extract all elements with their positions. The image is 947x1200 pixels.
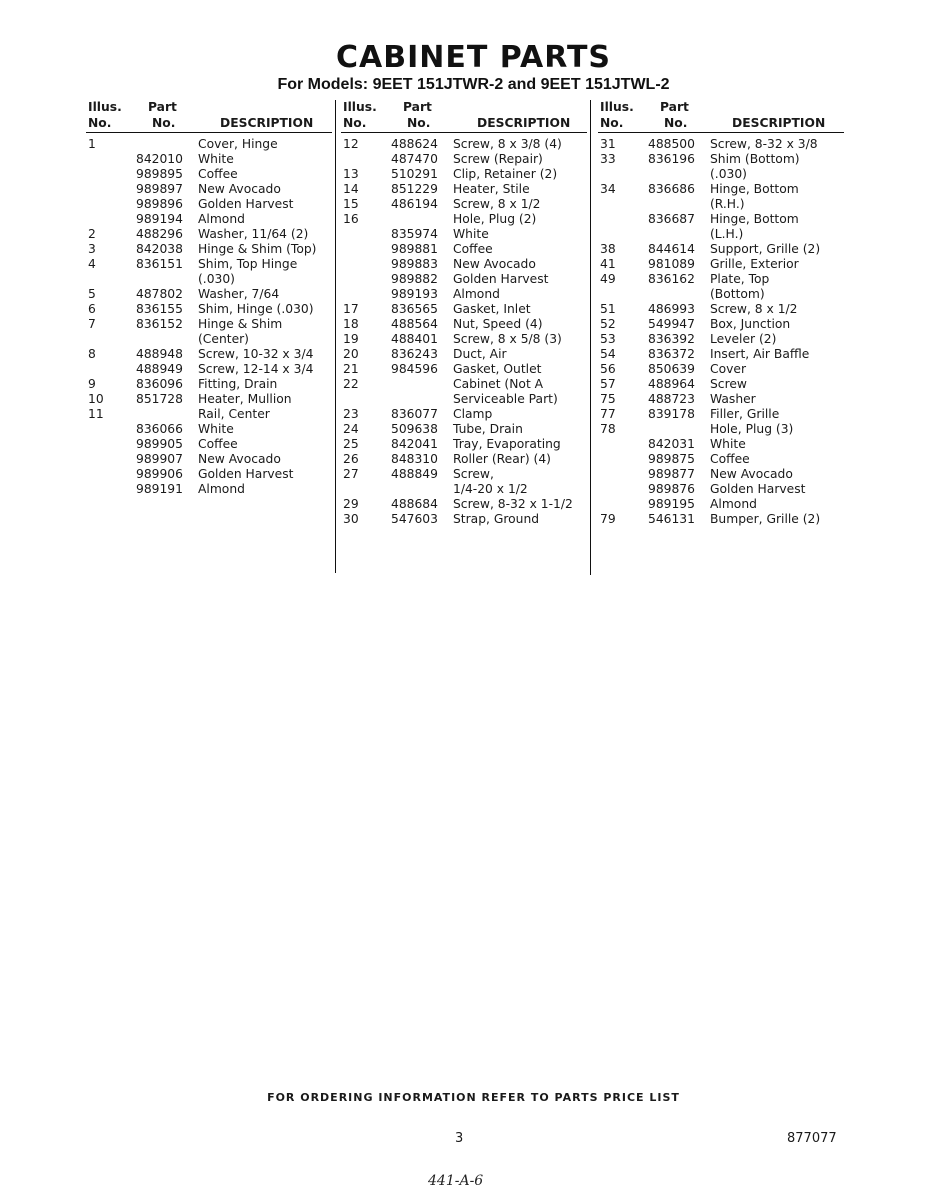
part-no: 488401 bbox=[391, 332, 438, 346]
part-no: 488684 bbox=[391, 497, 438, 511]
description: Screw, 12-14 x 3/4 bbox=[198, 362, 314, 376]
description: Strap, Ground bbox=[453, 512, 540, 526]
illus-no-header: No. bbox=[343, 116, 367, 130]
description: Shim (Bottom) bbox=[710, 152, 800, 166]
description-header: DESCRIPTION bbox=[477, 116, 571, 130]
description: Box, Junction bbox=[710, 317, 791, 331]
description: Golden Harvest bbox=[198, 467, 294, 481]
illus-no: 17 bbox=[343, 302, 359, 316]
parts-column-2 bbox=[341, 100, 587, 527]
part-no: 989193 bbox=[391, 287, 438, 301]
description: Golden Harvest bbox=[198, 197, 294, 211]
table-row bbox=[86, 362, 332, 377]
part-no: 836372 bbox=[648, 347, 695, 361]
ordering-info-footer: FOR ORDERING INFORMATION REFER TO PARTS PRICE LIST bbox=[267, 1091, 680, 1104]
table-row bbox=[341, 212, 587, 227]
description: Gasket, Outlet bbox=[453, 362, 542, 376]
part-header: Part bbox=[660, 100, 689, 114]
illus-no: 78 bbox=[600, 422, 616, 436]
part-no-header: No. bbox=[152, 116, 176, 130]
description: Tube, Drain bbox=[453, 422, 523, 436]
table-row bbox=[598, 377, 844, 392]
table-row bbox=[86, 167, 332, 182]
description: Washer bbox=[710, 392, 756, 406]
document-number: 877077 bbox=[787, 1131, 837, 1146]
description: Hinge, Bottom bbox=[710, 182, 799, 196]
part-no: 836392 bbox=[648, 332, 695, 346]
illus-no: 5 bbox=[88, 287, 96, 301]
parts-rows bbox=[341, 137, 587, 527]
illus-no: 15 bbox=[343, 197, 359, 211]
table-row bbox=[86, 377, 332, 392]
description: Support, Grille (2) bbox=[710, 242, 821, 256]
part-no: 836152 bbox=[136, 317, 183, 331]
description: 1/4-20 x 1/2 bbox=[453, 482, 528, 496]
table-row bbox=[86, 212, 332, 227]
part-no: 488949 bbox=[136, 362, 183, 376]
illus-no: 10 bbox=[88, 392, 104, 406]
part-no: 989883 bbox=[391, 257, 438, 271]
part-no: 989907 bbox=[136, 452, 183, 466]
illus-no: 11 bbox=[88, 407, 104, 421]
table-row bbox=[341, 437, 587, 452]
illus-no: 12 bbox=[343, 137, 359, 151]
illus-no: 26 bbox=[343, 452, 359, 466]
table-row bbox=[598, 497, 844, 512]
handwritten-note: 441-A-6 bbox=[428, 1173, 484, 1189]
description: Washer, 7/64 bbox=[198, 287, 280, 301]
table-row bbox=[341, 482, 587, 497]
description: Heater, Stile bbox=[453, 182, 530, 196]
description: Screw, 8 x 5/8 (3) bbox=[453, 332, 562, 346]
table-row bbox=[341, 242, 587, 257]
part-no: 836151 bbox=[136, 257, 183, 271]
table-row bbox=[341, 407, 587, 422]
description: Coffee bbox=[198, 437, 238, 451]
description: (L.H.) bbox=[710, 227, 744, 241]
part-no: 836243 bbox=[391, 347, 438, 361]
table-row bbox=[86, 332, 332, 347]
description: Screw, 8 x 1/2 bbox=[710, 302, 798, 316]
description: Screw, 8-32 x 1-1/2 bbox=[453, 497, 573, 511]
table-row bbox=[598, 317, 844, 332]
table-row bbox=[341, 377, 587, 392]
part-no: 989195 bbox=[648, 497, 695, 511]
description: (Bottom) bbox=[710, 287, 765, 301]
illus-no: 77 bbox=[600, 407, 616, 421]
part-no: 486993 bbox=[648, 302, 695, 316]
page-number: 3 bbox=[455, 1131, 464, 1146]
illus-no: 29 bbox=[343, 497, 359, 511]
part-header: Part bbox=[403, 100, 432, 114]
part-no: 836196 bbox=[648, 152, 695, 166]
description: Duct, Air bbox=[453, 347, 507, 361]
table-row bbox=[86, 392, 332, 407]
illus-no: 1 bbox=[88, 137, 96, 151]
illus-no: 6 bbox=[88, 302, 96, 316]
part-no: 549947 bbox=[648, 317, 695, 331]
illus-no: 57 bbox=[600, 377, 616, 391]
description: Screw (Repair) bbox=[453, 152, 543, 166]
part-no: 989906 bbox=[136, 467, 183, 481]
table-row bbox=[341, 422, 587, 437]
parts-rows bbox=[86, 137, 332, 497]
illus-no: 30 bbox=[343, 512, 359, 526]
description: White bbox=[198, 152, 234, 166]
column-header bbox=[341, 100, 587, 132]
table-row bbox=[598, 302, 844, 317]
description-header: DESCRIPTION bbox=[220, 116, 314, 130]
table-row bbox=[598, 512, 844, 527]
part-no: 836162 bbox=[648, 272, 695, 286]
illus-no: 14 bbox=[343, 182, 359, 196]
table-row bbox=[341, 392, 587, 407]
table-row bbox=[86, 407, 332, 422]
table-row bbox=[341, 347, 587, 362]
table-row bbox=[86, 197, 332, 212]
part-no: 836565 bbox=[391, 302, 438, 316]
table-row bbox=[598, 332, 844, 347]
table-row bbox=[341, 317, 587, 332]
table-row bbox=[341, 362, 587, 377]
description: Screw, 10-32 x 3/4 bbox=[198, 347, 314, 361]
description: Cabinet (Not A bbox=[453, 377, 544, 391]
illus-no: 2 bbox=[88, 227, 96, 241]
part-no: 836096 bbox=[136, 377, 183, 391]
part-no: 839178 bbox=[648, 407, 695, 421]
table-row bbox=[598, 272, 844, 287]
description: Golden Harvest bbox=[710, 482, 806, 496]
table-row bbox=[341, 287, 587, 302]
illus-no: 38 bbox=[600, 242, 616, 256]
description: Coffee bbox=[198, 167, 238, 181]
part-no: 842041 bbox=[391, 437, 438, 451]
table-row bbox=[86, 287, 332, 302]
page-title: CABINET PARTS bbox=[335, 40, 612, 75]
part-no: 487470 bbox=[391, 152, 438, 166]
table-row bbox=[598, 152, 844, 167]
description: Coffee bbox=[710, 452, 750, 466]
illus-header: Illus. bbox=[600, 100, 634, 114]
illus-no: 79 bbox=[600, 512, 616, 526]
description: Hole, Plug (3) bbox=[710, 422, 794, 436]
description: (.030) bbox=[198, 272, 235, 286]
description: Cover, Hinge bbox=[198, 137, 278, 151]
description: Washer, 11/64 (2) bbox=[198, 227, 309, 241]
part-no: 547603 bbox=[391, 512, 438, 526]
table-row bbox=[341, 197, 587, 212]
part-no: 488564 bbox=[391, 317, 438, 331]
illus-no: 51 bbox=[600, 302, 616, 316]
table-row bbox=[86, 257, 332, 272]
description: Clamp bbox=[453, 407, 493, 421]
part-no: 488296 bbox=[136, 227, 183, 241]
part-no: 989905 bbox=[136, 437, 183, 451]
table-row bbox=[598, 362, 844, 377]
illus-no: 34 bbox=[600, 182, 616, 196]
illus-no: 22 bbox=[343, 377, 359, 391]
part-no: 836687 bbox=[648, 212, 695, 226]
description: Almond bbox=[710, 497, 757, 511]
table-row bbox=[598, 182, 844, 197]
description: White bbox=[710, 437, 746, 451]
part-no: 989896 bbox=[136, 197, 183, 211]
description: White bbox=[453, 227, 489, 241]
part-no: 851229 bbox=[391, 182, 438, 196]
illus-no: 41 bbox=[600, 257, 616, 271]
description: Leveler (2) bbox=[710, 332, 777, 346]
illus-no-header: No. bbox=[88, 116, 112, 130]
table-row bbox=[86, 152, 332, 167]
part-no: 989194 bbox=[136, 212, 183, 226]
description: Bumper, Grille (2) bbox=[710, 512, 821, 526]
table-row bbox=[598, 422, 844, 437]
description: Serviceable Part) bbox=[453, 392, 558, 406]
table-row bbox=[598, 287, 844, 302]
part-no: 842010 bbox=[136, 152, 183, 166]
table-row bbox=[341, 182, 587, 197]
illus-no: 7 bbox=[88, 317, 96, 331]
part-no: 989882 bbox=[391, 272, 438, 286]
table-row bbox=[86, 422, 332, 437]
illus-no: 4 bbox=[88, 257, 96, 271]
description: Almond bbox=[453, 287, 500, 301]
part-no: 487802 bbox=[136, 287, 183, 301]
table-row bbox=[598, 137, 844, 152]
table-row bbox=[341, 167, 587, 182]
description: Screw, 8 x 3/8 (4) bbox=[453, 137, 562, 151]
table-row bbox=[341, 512, 587, 527]
table-row bbox=[86, 482, 332, 497]
illus-header: Illus. bbox=[88, 100, 122, 114]
part-no: 836066 bbox=[136, 422, 183, 436]
part-no: 488849 bbox=[391, 467, 438, 481]
description: (R.H.) bbox=[710, 197, 745, 211]
table-row bbox=[341, 332, 587, 347]
column-header bbox=[86, 100, 332, 132]
description: Hinge, Bottom bbox=[710, 212, 799, 226]
part-no: 984596 bbox=[391, 362, 438, 376]
description: Fitting, Drain bbox=[198, 377, 278, 391]
illus-no-header: No. bbox=[600, 116, 624, 130]
description-header: DESCRIPTION bbox=[732, 116, 826, 130]
description: Rail, Center bbox=[198, 407, 270, 421]
part-no: 488500 bbox=[648, 137, 695, 151]
part-no: 510291 bbox=[391, 167, 438, 181]
description: Screw, 8-32 x 3/8 bbox=[710, 137, 818, 151]
part-no: 850639 bbox=[648, 362, 695, 376]
description: (Center) bbox=[198, 332, 249, 346]
part-no: 989876 bbox=[648, 482, 695, 496]
parts-rows bbox=[598, 137, 844, 527]
part-no: 836155 bbox=[136, 302, 183, 316]
table-row bbox=[86, 242, 332, 257]
part-no: 509638 bbox=[391, 422, 438, 436]
description: Shim, Hinge (.030) bbox=[198, 302, 314, 316]
illus-no: 75 bbox=[600, 392, 616, 406]
illus-no: 56 bbox=[600, 362, 616, 376]
table-row bbox=[86, 452, 332, 467]
part-no: 486194 bbox=[391, 197, 438, 211]
table-row bbox=[86, 272, 332, 287]
illus-no: 49 bbox=[600, 272, 616, 286]
part-no: 848310 bbox=[391, 452, 438, 466]
description: Clip, Retainer (2) bbox=[453, 167, 558, 181]
description: Insert, Air Baffle bbox=[710, 347, 810, 361]
table-row bbox=[598, 257, 844, 272]
description: Golden Harvest bbox=[453, 272, 549, 286]
illus-no: 9 bbox=[88, 377, 96, 391]
table-row bbox=[86, 437, 332, 452]
part-no: 989897 bbox=[136, 182, 183, 196]
parts-column-1 bbox=[86, 100, 332, 497]
part-no: 989191 bbox=[136, 482, 183, 496]
table-row bbox=[341, 497, 587, 512]
illus-no: 54 bbox=[600, 347, 616, 361]
table-row bbox=[341, 137, 587, 152]
part-no: 836077 bbox=[391, 407, 438, 421]
part-no: 488964 bbox=[648, 377, 695, 391]
part-no-header: No. bbox=[407, 116, 431, 130]
table-row bbox=[598, 197, 844, 212]
illus-no: 16 bbox=[343, 212, 359, 226]
description: Plate, Top bbox=[710, 272, 770, 286]
part-no: 488948 bbox=[136, 347, 183, 361]
part-no: 842031 bbox=[648, 437, 695, 451]
page-subtitle: For Models: 9EET 151JTWR-2 and 9EET 151JTWL-2 bbox=[277, 76, 670, 93]
table-row bbox=[598, 167, 844, 182]
table-row bbox=[341, 272, 587, 287]
illus-no: 53 bbox=[600, 332, 616, 346]
description: Cover bbox=[710, 362, 747, 376]
part-no: 836686 bbox=[648, 182, 695, 196]
table-row bbox=[598, 467, 844, 482]
description: Screw bbox=[710, 377, 747, 391]
table-row bbox=[86, 227, 332, 242]
description: New Avocado bbox=[198, 452, 281, 466]
table-row bbox=[598, 452, 844, 467]
table-row bbox=[598, 212, 844, 227]
parts-column-3 bbox=[598, 100, 844, 527]
header-rule bbox=[598, 132, 844, 133]
table-row bbox=[598, 482, 844, 497]
table-row bbox=[341, 302, 587, 317]
part-header: Part bbox=[148, 100, 177, 114]
description: Filler, Grille bbox=[710, 407, 780, 421]
part-no: 488624 bbox=[391, 137, 438, 151]
description: Screw, bbox=[453, 467, 494, 481]
illus-header: Illus. bbox=[343, 100, 377, 114]
table-row bbox=[86, 137, 332, 152]
description: Heater, Mullion bbox=[198, 392, 292, 406]
table-row bbox=[598, 227, 844, 242]
illus-no: 8 bbox=[88, 347, 96, 361]
description: Shim, Top Hinge bbox=[198, 257, 298, 271]
table-row bbox=[86, 302, 332, 317]
description: White bbox=[198, 422, 234, 436]
header-rule bbox=[86, 132, 332, 133]
column-divider bbox=[590, 100, 591, 575]
table-row bbox=[598, 407, 844, 422]
table-row bbox=[86, 347, 332, 362]
table-row bbox=[86, 182, 332, 197]
part-no: 546131 bbox=[648, 512, 695, 526]
illus-no: 21 bbox=[343, 362, 359, 376]
part-no-header: No. bbox=[664, 116, 688, 130]
part-no: 851728 bbox=[136, 392, 183, 406]
description: New Avocado bbox=[453, 257, 536, 271]
illus-no: 18 bbox=[343, 317, 359, 331]
description: New Avocado bbox=[710, 467, 793, 481]
illus-no: 27 bbox=[343, 467, 359, 481]
description: Gasket, Inlet bbox=[453, 302, 531, 316]
description: Roller (Rear) (4) bbox=[453, 452, 551, 466]
part-no: 989895 bbox=[136, 167, 183, 181]
column-divider bbox=[335, 100, 336, 573]
part-no: 842038 bbox=[136, 242, 183, 256]
table-row bbox=[86, 467, 332, 482]
illus-no: 20 bbox=[343, 347, 359, 361]
table-row bbox=[341, 257, 587, 272]
description: Hole, Plug (2) bbox=[453, 212, 537, 226]
description: Grille, Exterior bbox=[710, 257, 799, 271]
part-no: 989875 bbox=[648, 452, 695, 466]
description: Hinge & Shim (Top) bbox=[198, 242, 317, 256]
description: Coffee bbox=[453, 242, 493, 256]
description: Screw, 8 x 1/2 bbox=[453, 197, 541, 211]
part-no: 844614 bbox=[648, 242, 695, 256]
part-no: 981089 bbox=[648, 257, 695, 271]
description: Hinge & Shim bbox=[198, 317, 283, 331]
illus-no: 24 bbox=[343, 422, 359, 436]
illus-no: 19 bbox=[343, 332, 359, 346]
illus-no: 52 bbox=[600, 317, 616, 331]
illus-no: 13 bbox=[343, 167, 359, 181]
table-row bbox=[598, 392, 844, 407]
table-row bbox=[86, 317, 332, 332]
part-no: 835974 bbox=[391, 227, 438, 241]
description: Almond bbox=[198, 482, 245, 496]
table-row bbox=[598, 437, 844, 452]
table-row bbox=[598, 242, 844, 257]
description: Nut, Speed (4) bbox=[453, 317, 543, 331]
description: New Avocado bbox=[198, 182, 281, 196]
table-row bbox=[341, 152, 587, 167]
part-no: 989881 bbox=[391, 242, 438, 256]
table-row bbox=[598, 347, 844, 362]
illus-no: 25 bbox=[343, 437, 359, 451]
table-row bbox=[341, 452, 587, 467]
illus-no: 3 bbox=[88, 242, 96, 256]
description: Tray, Evaporating bbox=[453, 437, 561, 451]
description: Almond bbox=[198, 212, 245, 226]
illus-no: 33 bbox=[600, 152, 616, 166]
table-row bbox=[341, 227, 587, 242]
part-no: 989877 bbox=[648, 467, 695, 481]
part-no: 488723 bbox=[648, 392, 695, 406]
description: (.030) bbox=[710, 167, 747, 181]
illus-no: 23 bbox=[343, 407, 359, 421]
header-rule bbox=[341, 132, 587, 133]
illus-no: 31 bbox=[600, 137, 616, 151]
column-header bbox=[598, 100, 844, 132]
table-row bbox=[341, 467, 587, 482]
